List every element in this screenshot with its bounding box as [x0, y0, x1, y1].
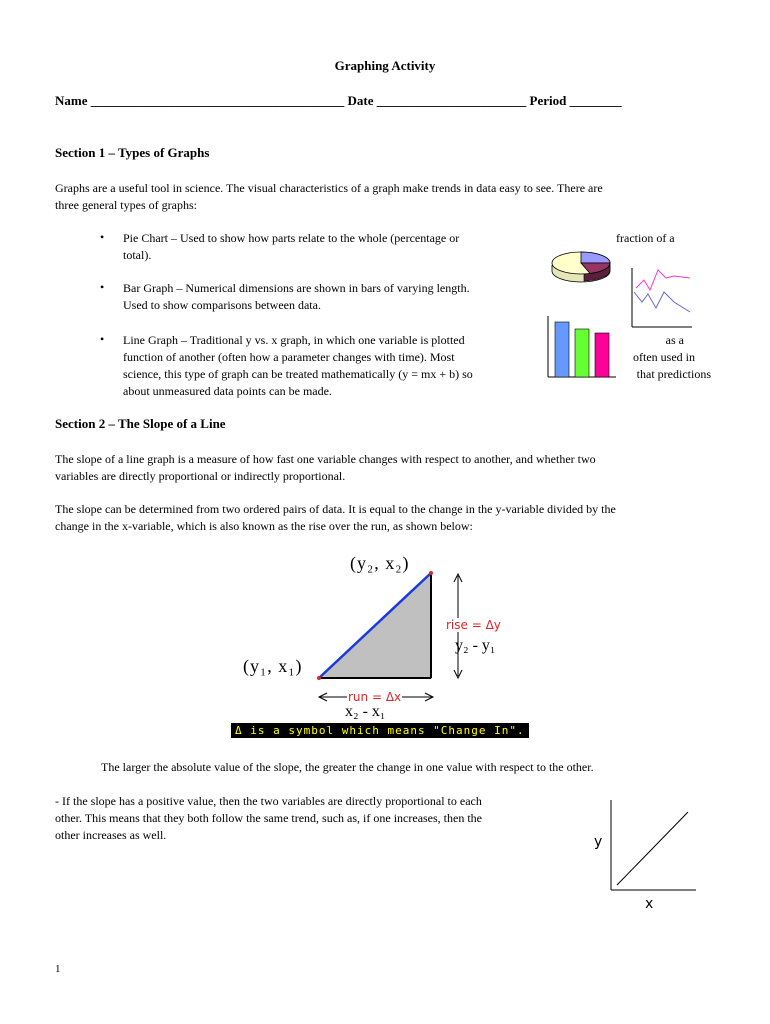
p2-line-2: change in the x-variable, which is also known as the rise over the run, as shown below:	[55, 519, 473, 533]
pie-chart-icon	[550, 245, 612, 285]
line-chart-icon	[630, 268, 692, 330]
intro-line-2: three general types of graphs:	[55, 198, 197, 212]
section2-p3: The larger the absolute value of the slope, the greater the change in one value with respect to the other.	[101, 760, 594, 774]
run-label: run = Δx	[348, 690, 402, 704]
bullet-bar: •	[100, 280, 105, 294]
line-line-2: function of another (often how a parameter changes with time). Most	[123, 350, 455, 364]
date-field[interactable]: _______________________	[376, 93, 527, 108]
line-line-1-right: as a	[665, 333, 684, 347]
rise-label: rise = Δy	[446, 618, 501, 632]
run-expression: x₂ - x₁	[345, 703, 386, 720]
section2-p4	[55, 793, 482, 844]
name-label: Name	[55, 93, 88, 108]
point1-label: (y₁, x₁)	[243, 656, 303, 676]
bar-chart-icon	[546, 316, 616, 378]
p1-line-1: The slope of a line graph is a measure of how fast one variable changes with respect to another, and whether two	[55, 452, 596, 466]
name-field[interactable]: _______________________________________	[90, 93, 345, 108]
period-field[interactable]: ________	[569, 93, 622, 108]
delta-banner: Δ is a symbol which means "Change In".	[231, 723, 529, 738]
period-label: Period	[529, 93, 567, 108]
section2-heading: Section 2 – The Slope of a Line	[55, 416, 226, 431]
pie-line-1-right: fraction of a	[616, 231, 675, 245]
p2-line-1: The slope can be determined from two ordered pairs of data. It is equal to the change in the y-variable divided by the	[55, 502, 616, 516]
pie-description	[123, 230, 459, 264]
rise-expression: y₂ - y₁	[455, 637, 496, 654]
mini-graph-y-label: y	[594, 834, 603, 850]
section1-heading: Section 1 – Types of Graphs	[55, 145, 210, 160]
line-line-4: about unmeasured data points can be made.	[123, 384, 332, 398]
pie-line-1: Pie Chart – Used to show how parts relate to the whole (percentage or	[123, 231, 460, 245]
p4-line-3: other increases as well.	[55, 828, 167, 842]
date-label: Date	[347, 93, 374, 108]
positive-slope-graph	[608, 800, 698, 892]
line-description	[123, 332, 473, 400]
line-line-2-right: often used in	[633, 350, 695, 364]
p4-line-1: - If the slope has a positive value, then the two variables are directly proportional to each	[55, 794, 482, 808]
page-number: 1	[55, 963, 61, 975]
line-line-3: science, this type of graph can be treated mathematically (y = mx + b) so	[123, 367, 473, 381]
section2-p2	[55, 501, 616, 535]
slope-diagram	[300, 560, 500, 710]
header-line	[55, 93, 622, 109]
bullet-line: •	[100, 332, 105, 346]
point2-label: (y₂, x₂)	[350, 553, 410, 573]
line-line-3-right: that predictions	[636, 367, 711, 381]
line-line-1: Line Graph – Traditional y vs. x graph, in which one variable is plotted	[123, 333, 465, 347]
section1-intro	[55, 180, 603, 214]
intro-line-1: Graphs are a useful tool in science. The visual characteristics of a graph make trends in data easy to see. There are	[55, 181, 603, 195]
bar-line-1: Bar Graph – Numerical dimensions are shown in bars of varying length.	[123, 281, 470, 295]
bar-description	[123, 280, 470, 314]
p1-line-2: variables are directly proportional or indirectly proportional.	[55, 469, 346, 483]
bullet-pie: •	[100, 230, 105, 244]
page-title: Graphing Activity	[334, 58, 436, 73]
section2-p1	[55, 451, 596, 485]
mini-graph-x-label: x	[645, 896, 654, 912]
pie-line-2: total).	[123, 248, 152, 262]
bar-line-2: Used to show comparisons between data.	[123, 298, 321, 312]
p4-line-2: other. This means that they both follow the same trend, such as, if one increases, then the	[55, 811, 483, 825]
